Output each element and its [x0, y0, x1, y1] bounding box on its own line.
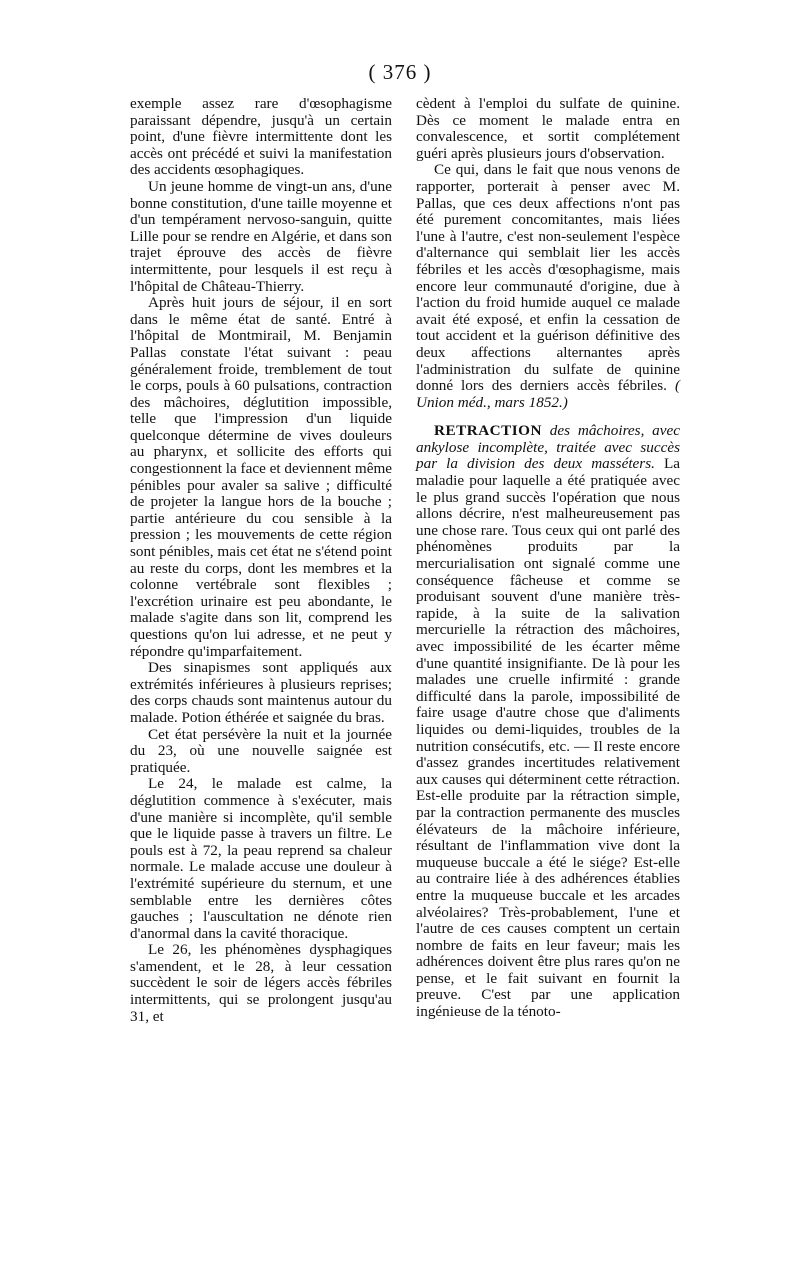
paragraph: exemple assez rare d'œsophagisme paraissant dépendre, jusqu'à un certain point, d'une fièvre intermittente dont les accès ont précédé et suivi la manifestation des accidents œsophagiques.: [130, 95, 392, 179]
paragraph: Cet état persévère la nuit et la journée du 23, où une nouvelle saignée est pratiquée.: [130, 725, 392, 776]
page-number: ( 376 ): [368, 60, 432, 84]
paragraph: Après huit jours de séjour, il en sort dans le même état de santé. Entré à l'hôpital de Montmirail, M. Benjamin Pallas constate l'état suivant : peau généralement froide, tremblement de tout le corps, pouls à 60 pulsations, contraction des mâchoires, déglutition impossible, telle que l'impression d'un liquide quelconque détermine de vives douleurs au pharynx, et sollicite des efforts qui congestionnent la face et deviennent même pénibles pour avaler sa salive ; difficulté de projeter la langue hors de la bouche ; partie antérieure du cou sensible à la pression ; les mouvements de cette région sont pénibles, mais cet état ne s'étend point au reste du corps, dont les membres et la colonne vertébrale sont flexibles ; l'excrétion urinaire est peu abondante, le malade s'agite dans son lit, comprend les questions qu'on lui adresse, et ne peut y répondre qu'imparfaitement.: [130, 294, 392, 660]
article-subtitle: des mâchoires, avec ankylose incomplète, traitée avec succès par la division des deux masséters.: [416, 422, 680, 473]
paragraph: [416, 162, 680, 411]
right-column: [416, 96, 680, 1021]
article-title: RETRACTION: [434, 422, 542, 440]
left-column: [130, 96, 392, 1025]
paragraph: cèdent à l'emploi du sulfate de quinine. Dès ce moment le malade entra en convalescence, et sortit complétement guéri après plusieurs jours d'observation.: [416, 95, 680, 162]
paragraph: Des sinapismes sont appliqués aux extrémités inférieures à plusieurs reprises; des corps chauds sont maintenus autour du malade. Potion éthérée et saignée du bras.: [130, 659, 392, 726]
citation: ( Union méd., mars 1852.): [416, 377, 680, 411]
article-heading: [416, 423, 680, 1020]
paragraph: Le 24, le malade est calme, la déglutition commence à s'exécuter, mais d'une manière si incomplète, qu'il semble que le liquide passe à travers un filtre. Le pouls est à 72, la peau reprend sa chaleur normale. Le malade accuse une douleur à l'extrémité supérieure du sternum, et une semblable entre les dernières côtes gauches ; l'auscultation ne dénote rien d'anormal dans la cavité thoracique.: [130, 775, 392, 942]
paragraph: Le 26, les phénomènes dysphagiques s'amendent, et le 28, à leur cessation succèdent le soir de légers accès fébriles intermittents, qui se prolongent jusqu'au 31, et: [130, 941, 392, 1025]
paragraph-text: La maladie pour laquelle a été pratiquée avec le plus grand succès l'opération que nous allons décrire, n'est malheureusement pas une chose rare. Tous ceux qui ont parlé des phénomènes produits par la mercurialisation ont signalé comme une conséquence fâcheuse et comme se produisant souvent d'une manière très-rapide, à la suite de la salivation mercurielle la rétraction des mâchoires, avec impossibilité de les écarter même d'une quantité insignifiante. De là pour les malades une cruelle infirmité : grande difficulté dans la parole, impossibilité de faire usage d'autre chose que d'aliments liquides ou demi-liquides, troubles de la nutrition consécutifs, etc. — Il reste encore d'assez grandes incertitudes relativement aux causes qui déterminent cette rétraction. Est-elle produite par la rétraction simple, par la contraction permanente des muscles élévateurs de la mâchoire inférieure, résultant de l'inflammation vive dont la muqueuse buccale a été le siége? Est-elle au contraire liée à des adhérences établies entre la muqueuse buccale et les arcades alvéolaires? Très-probablement, l'une et l'autre de ces causes comptent un certain nombre de faits en leur faveur; mais les adhérences doivent être plus rares qu'on ne pense, et le fait suivant en fournit la preuve. C'est par une application ingénieuse de la ténoto-: [416, 455, 680, 1021]
paragraph-text: Ce qui, dans le fait que nous venons de rapporter, porterait à penser avec M. Pallas, que ces deux affections n'ont pas été purement concomitantes, mais liées l'une à l'autre, c'est non-seulement l'espèce d'alternance qui semblait lier les accès fébriles et les accès d'œsophagisme, mais encore leur communauté d'origine, due à l'action du froid humide auquel ce malade avait été exposé, et enfin la cessation de tout accident et la guérison définitive des deux affections alternantes après l'administration du sulfate de quinine donné lors des derniers accès fébriles.: [416, 161, 680, 395]
paragraph: Un jeune homme de vingt-un ans, d'une bonne constitution, d'une taille moyenne et d'un tempérament nervoso-sanguin, quitte Lille pour se rendre en Algérie, et dans son trajet éprouve des accès de fièvre intermittente, pour lesquels il est reçu à l'hôpital de Château-Thierry.: [130, 177, 392, 295]
